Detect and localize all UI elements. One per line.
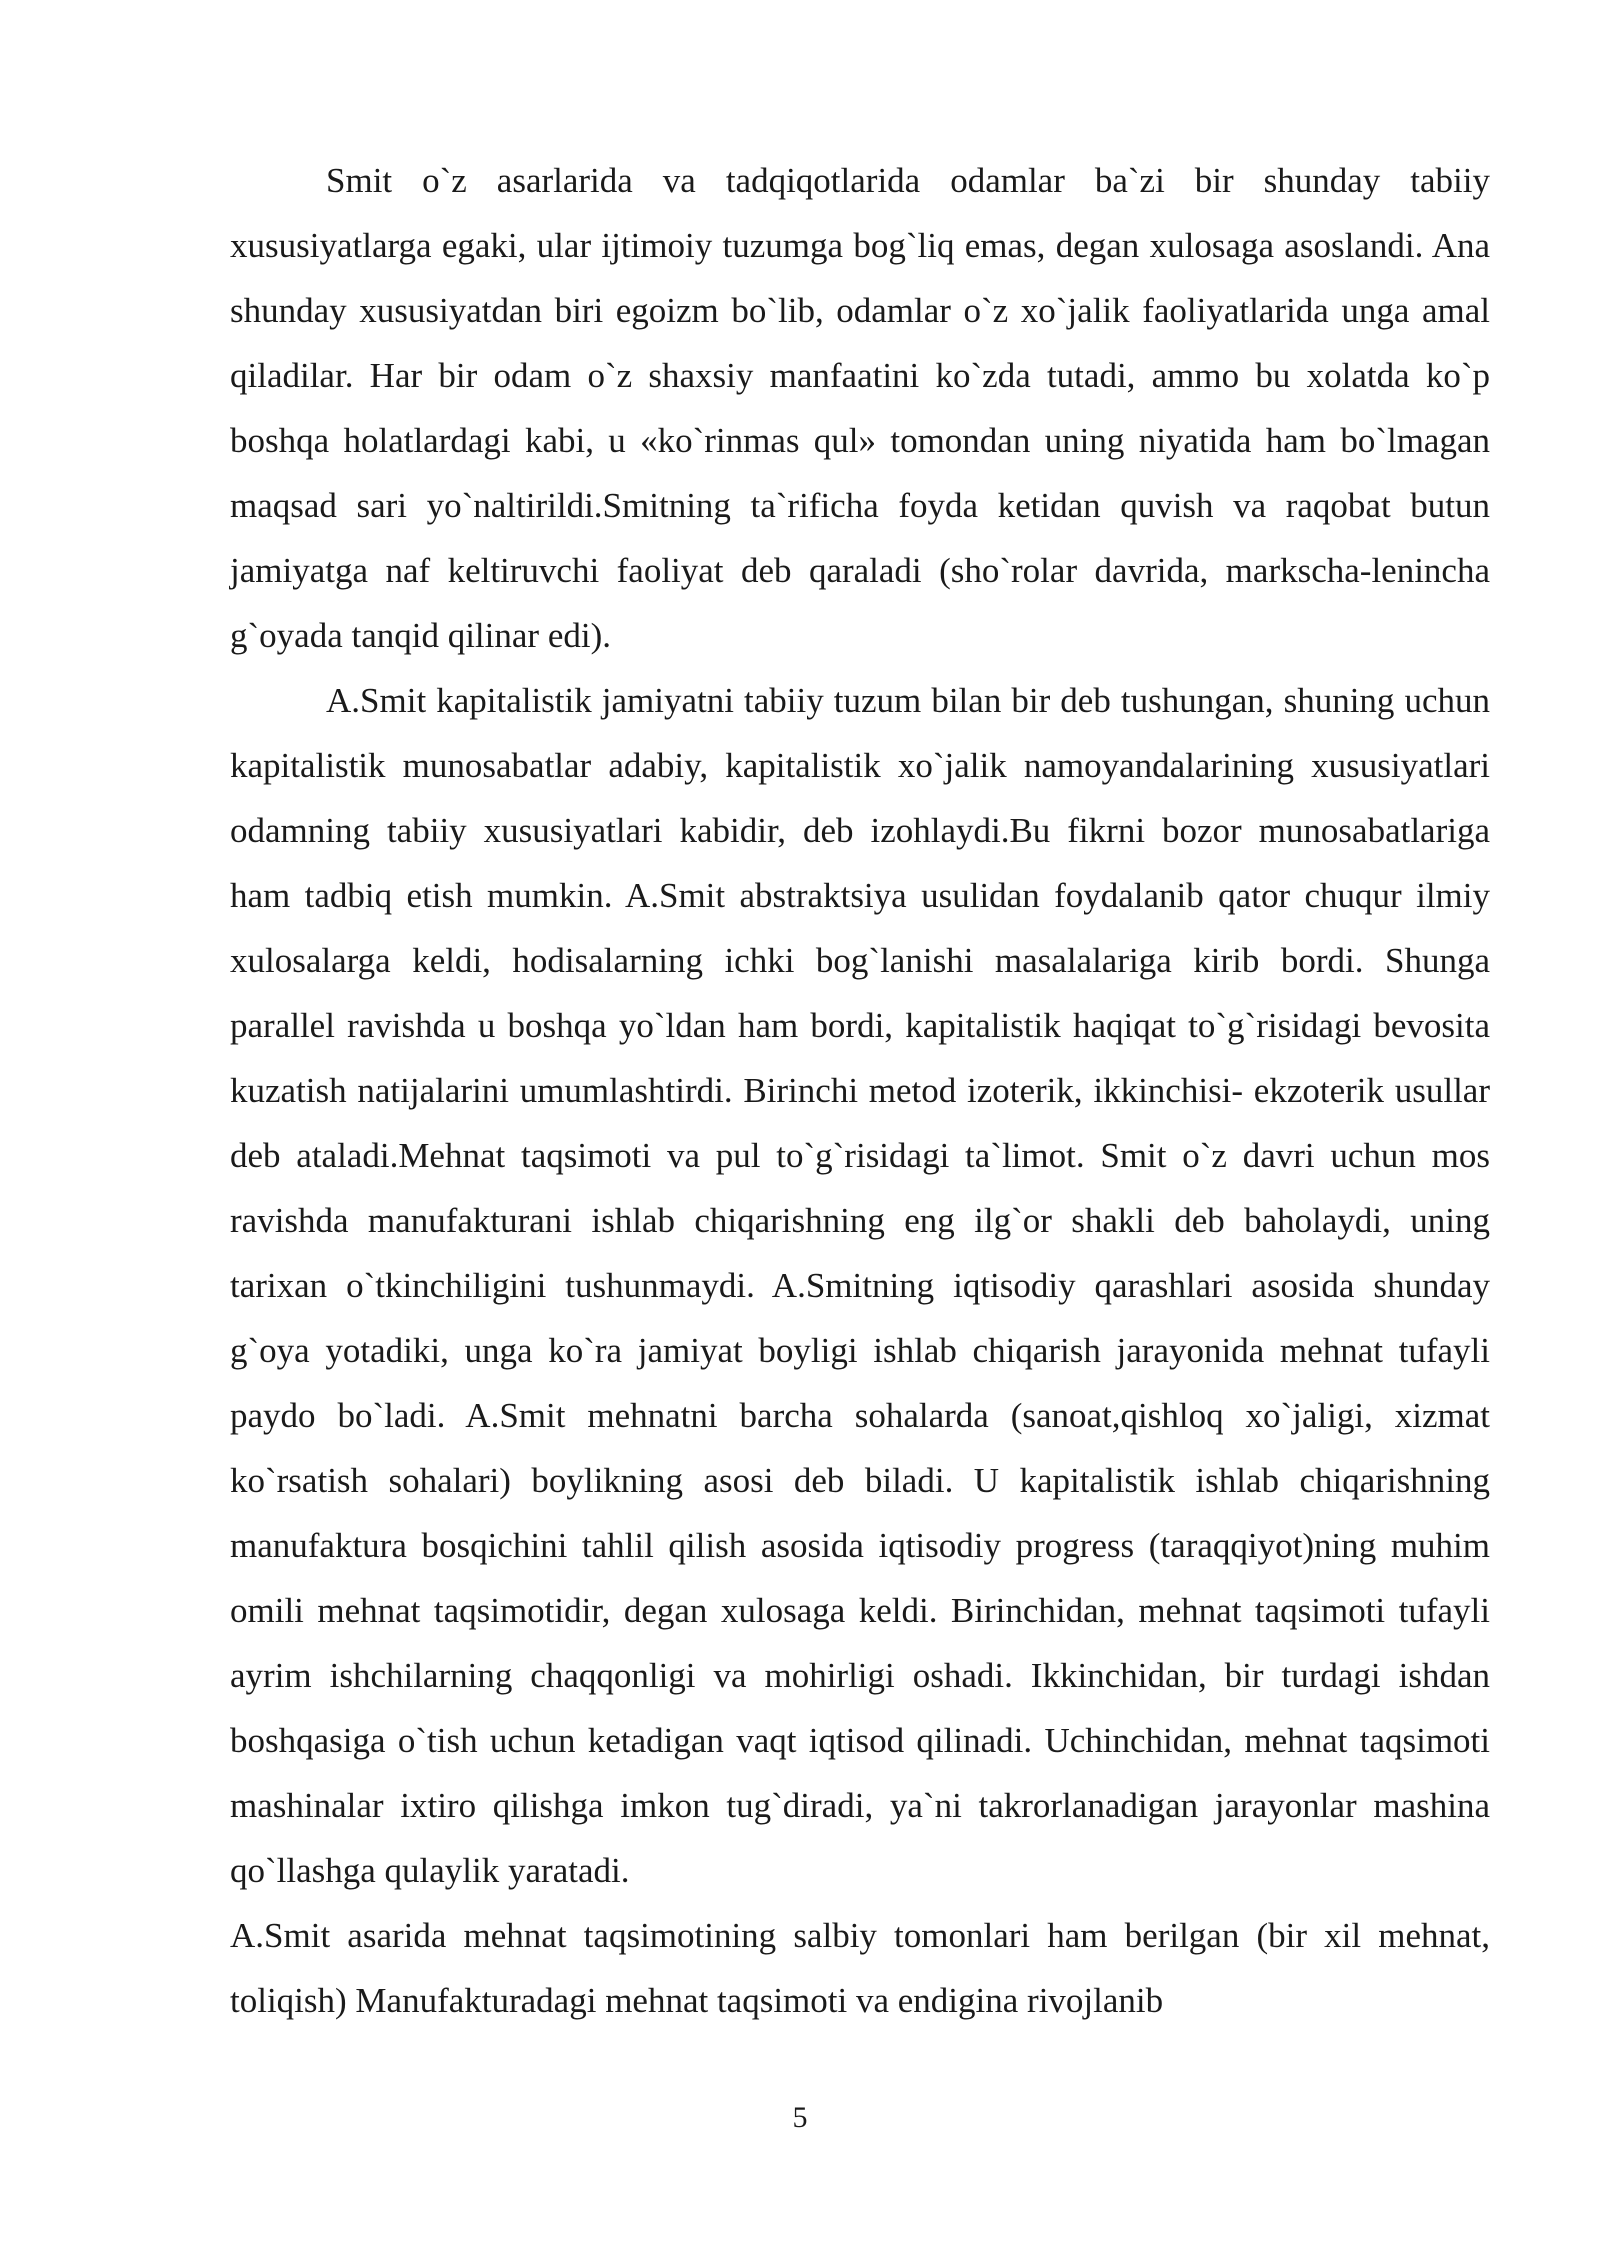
paragraph-labor-division-negatives: A.Smit asarida mehnat taqsimotining salbiy tomonlari ham berilgan (bir xil mehnat, toliqish) Manufakturadagi mehnat taqsimoti va endigina rivojlanib [230,1916,1490,2020]
body-text [230,148,1490,2033]
page-number: 5 [792,2101,808,2134]
paragraph-smit-capitalist-society: A.Smit kapitalistik jamiyatni tabiiy tuzum bilan bir deb tushungan, shuning uchun kapitalistik munosabatlar adabiy, kapitalistik xo`jalik namoyandalarining xususiyatlari odamning tabiiy xususiyatlari kabidir, deb izohlaydi.Bu fikrni bozor munosabatlariga ham tadbiq etish mumkin. A.Smit abstraktsiya usulidan foydalanib qator chuqur ilmiy xulosalarga keldi, hodisalarning ichki bog`lanishi masalalariga kirib bordi. Shunga parallel ravishda u boshqa yo`ldan ham bordi, kapitalistik haqiqat to`g`risidagi bevosita kuzatish natijalarini umumlashtirdi. Birinchi metod izoterik, ikkinchisi- ekzoterik usullar deb ataladi.Mehnat taqsimoti va pul to`g`risidagi ta`limot. Smit o`z davri uchun mos ravishda manufakturani ishlab chiqarishning eng ilg`or shakli deb baholaydi, uning tarixan o`tkinchiligini tushunmaydi. A.Smitning iqtisodiy qarashlari asosida shunday g`oya yotadiki, unga ko`ra jamiyat boyligi ishlab chiqarish jarayonida mehnat tufayli paydo bo`ladi. A.Smit mehnatni barcha sohalarda (sanoat,qishloq xo`jaligi, xizmat ko`rsatish sohalari) boylikning asosi deb biladi. U kapitalistik ishlab chiqarishning manufaktura bosqichini tahlil qilish asosida iqtisodiy progress (taraqqiyot)ning muhim omili mehnat taqsimotidir, degan xulosaga keldi. Birinchidan, mehnat taqsimoti tufayli ayrim ishchilarning chaqqonligi va mohirligi oshadi. Ikkinchidan, bir turdagi ishdan boshqasiga o`tish uchun ketadigan vaqt iqtisod qilinadi. Uchinchidan, mehnat taqsimoti mashinalar ixtiro qilishga imkon tug`diradi, ya`ni takrorlanadigan jarayonlar mashina qo`llashga qulaylik yaratadi. [230,681,1490,1890]
paragraph-smit-egoism: Smit o`z asarlarida va tadqiqotlarida odamlar ba`zi bir shunday tabiiy xususiyatlarga egaki, ular ijtimoiy tuzumga bog`liq emas, degan xulosaga asoslandi. Ana shunday xususiyatdan biri egoizm bo`lib, odamlar o`z xo`jalik faoliyatlarida unga amal qiladilar. Har bir odam o`z shaxsiy manfaatini ko`zda tutadi, ammo bu xolatda ko`p boshqa holatlardagi kabi, u «ko`rinmas qul» tomondan uning niyatida ham bo`lmagan maqsad sari yo`naltirildi.Smitning ta`rificha foyda ketidan quvish va raqobat butun jamiyatga naf keltiruvchi faoliyat deb qaraladi (sho`rolar davrida, markscha-lenincha g`oyada tanqid qilinar edi). [230,161,1490,655]
